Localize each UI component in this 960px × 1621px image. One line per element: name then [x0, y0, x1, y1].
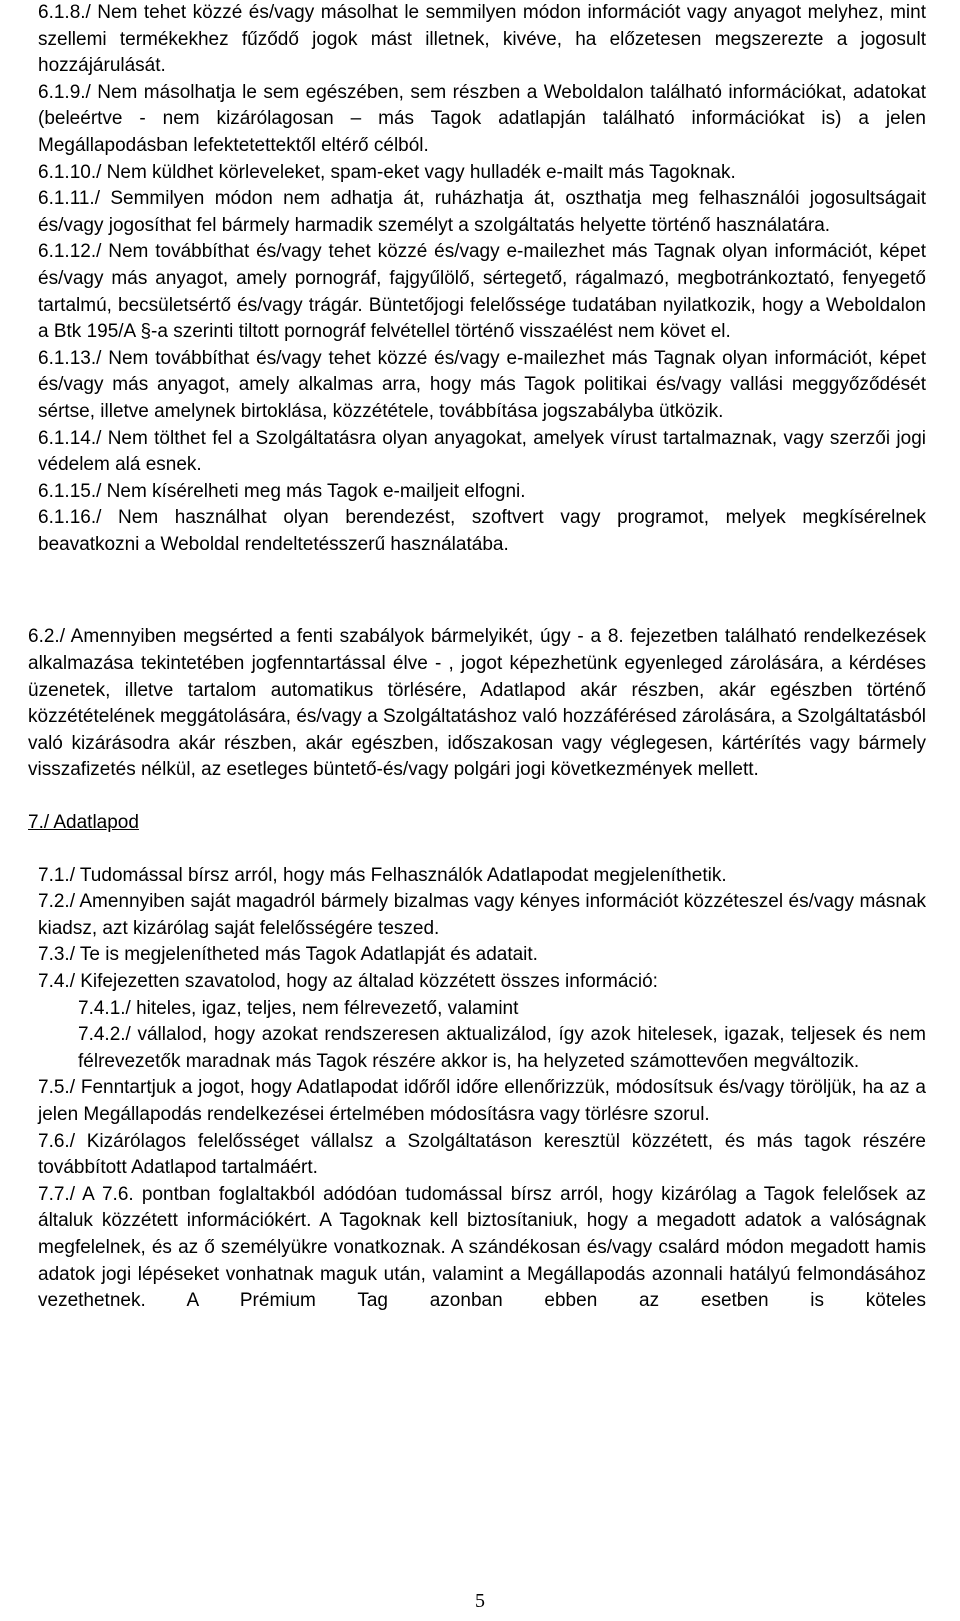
paragraph-7-3: 7.3./ Te is megjelenítheted más Tagok Adatlapját és adatait.: [38, 944, 538, 966]
paragraph-7-1: 7.1./ Tudomással bírsz arról, hogy más Felhasználók Adatlapodat megjeleníthetik.: [38, 864, 727, 886]
paragraph-7-5: 7.5./ Fenntartjuk a jogot, hogy Adatlapodat időről időre ellenőrizzük, módosítsuk és/vagy töröljük, ha az a jelen Megállapodás rendelkezései értelmében módosításra vagy törlésre szorul.: [38, 1077, 926, 1125]
page-content: [28, 0, 926, 1315]
spacer: [38, 784, 926, 810]
paragraph-6-1-8: 6.1.8./ Nem tehet közzé és/vagy másolhat le semmilyen módon információt vagy anyagot melyhez, mint szellemi termékekhez fűződő jogok mást illetnek, kivéve, ha előzetesen megszerezte a jogosult hozzájárulását.: [38, 2, 926, 77]
spacer: [38, 837, 926, 863]
paragraph-6-1-9: 6.1.9./ Nem másolhatja le sem egészében, sem részben a Weboldalon található információkat, adatokat (beleértve - nem kizárólagosan – más Tagok adatlapján található információkat is) a jelen Megállapodásban lefektetettektől eltérő célból.: [38, 81, 926, 156]
paragraph-7-6: 7.6./ Kizárólagos felelősséget vállalsz a Szolgáltatáson keresztül közzétett, és más tagok részére továbbított Adatlapod tartalmáért.: [38, 1130, 926, 1179]
paragraph-7-4-2: 7.4.2./ vállalod, hogy azokat rendszeresen aktualizálod, így azok hitelesek, igazak, teljesek és nem félrevezetők maradnak más Tagok részére akkor is, ha helyzeted számottevően megváltozik.: [78, 1024, 926, 1072]
paragraph-6-1-12: 6.1.12./ Nem továbbíthat és/vagy tehet közzé és/vagy e-mailezhet más Tagnak olyan információt, képet és/vagy más anyagot, amely pornográf, fajgyűlölő, sértegető, rágalmazó, megbotránkoztató, fenyegető tartalmú, becsületsértő és/vagy trágár. Büntetőjogi felelőssége tudatában nyilatkozik, hogy a Weboldalon a Btk 195/A §-a szerinti tiltott pornográf felvétellel történő visszaélést nem követ el.: [38, 241, 926, 343]
paragraph-6-1-13: 6.1.13./ Nem továbbíthat és/vagy tehet közzé és/vagy e-mailezhet más Tagnak olyan információt, képet és/vagy más anyagot, amely alkalmas arra, hogy más Tagok politikai és/vagy vallási meggyőződését sértse, illetve amelynek birtoklása, közzététele, továbbítása jogszabályba ütközik.: [38, 347, 926, 422]
paragraph-6-1-10: 6.1.10./ Nem küldhet körleveleket, spam-eket vagy hulladék e-mailt más Tagoknak.: [38, 161, 736, 183]
paragraph-6-2: 6.2./ Amennyiben megsérted a fenti szabályok bármelyikét, úgy - a 8. fejezetben található rendelkezések alkalmazása tekintetében jogfenntartással élve - , jogot képezhetünk egyenleged zárolására, a kérdéses üzenetek, illetve tartalom automatikus törlésére, Adatlapod akár részben, akár egészben történő közzétételének meggátolására, és/vagy a Szolgáltatáshoz való hozzáférésed zárolására, a Szolgáltatásból való kizárásodra akár részben, akár egészben, időszakosan vagy véglegesen, kártérítés vagy bármely visszafizetés nélkül, az esetleges büntető-és/vagy polgári jogi következmények mellett.: [28, 626, 926, 781]
paragraph-7-4: 7.4./ Kifejezetten szavatolod, hogy az általad közzétett összes információ:: [38, 971, 658, 992]
page-number: 5: [475, 1590, 485, 1612]
spacer: [38, 558, 926, 624]
paragraph-6-1-15: 6.1.15./ Nem kísérelheti meg más Tagok e-mailjeit elfogni.: [38, 480, 526, 502]
paragraph-7-4-1: 7.4.1./ hiteles, igaz, teljes, nem félrevezető, valamint: [78, 997, 519, 1019]
paragraph-7-7: 7.7./ A 7.6. pontban foglaltakból adódóan tudomással bírsz arról, hogy kizárólag a Tagok felelősek az általuk közzétett információkért. A Tagoknak kell biztosítaniuk, hogy a megadott adatok a valóságnak megfelelnek, és az ő személyükre vonatkoznak. A szándékosan és/vagy csalárd módon megadott hamis adatok jogi lépéseket vonhatnak maguk után, valamint a Megállapodás azonnali hatályú felmondásához vezethetnek. A Prémium Tag azonban ebben az esetben is köteles: [38, 1183, 926, 1312]
paragraph-7-2: 7.2./ Amennyiben saját magadról bármely bizalmas vagy kényes információt közzéteszel és/vagy másnak kiadsz, azt kizárólag saját felelősségére teszed.: [38, 891, 926, 939]
paragraph-6-1-11: 6.1.11./ Semmilyen módon nem adhatja át, ruházhatja át, oszthatja meg felhasználói jogosultságait és/vagy jogosíthat fel bármely harmadik személyt a szolgáltatás helyette történő használatára.: [38, 188, 926, 236]
paragraph-6-1-14: 6.1.14./ Nem tölthet fel a Szolgáltatásra olyan anyagokat, amelyek vírust tartalmaznak, vagy szerzői jogi védelem alá esnek.: [38, 427, 926, 476]
section-heading-7: 7./ Adatlapod: [28, 812, 139, 834]
paragraph-6-1-16: 6.1.16./ Nem használhat olyan berendezést, szoftvert vagy programot, melyek megkísérelnek beavatkozni a Weboldal rendeltetésszerű használatába.: [38, 507, 926, 555]
